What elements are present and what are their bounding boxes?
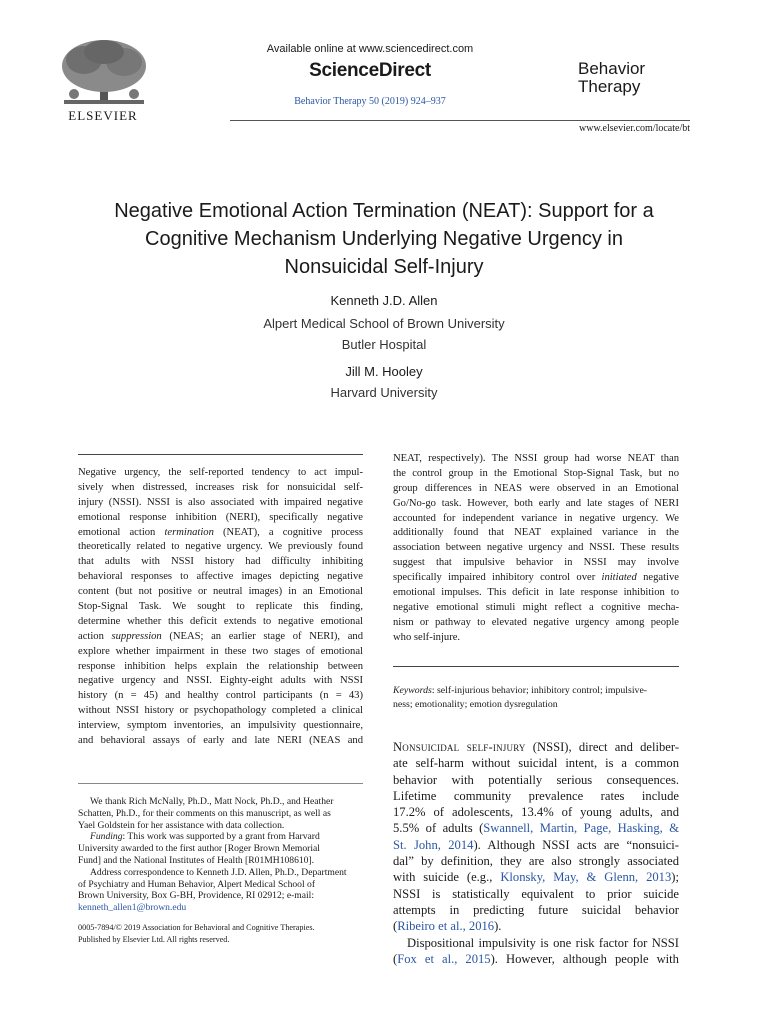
journal-cover-title — [578, 60, 688, 96]
citation-link[interactable]: Swannell, Martin, Page, Hasking, & — [483, 821, 679, 836]
body-line — [393, 869, 679, 885]
title-line-1: Negative Emotional Action Termination (NEAT): Support for a — [114, 200, 654, 222]
author-name: Kenneth J.D. Allen — [330, 293, 438, 308]
citation-link[interactable]: St. John, 2014 — [393, 837, 474, 852]
copyright-line: Published by Elsevier Ltd. All rights reserved. — [78, 934, 230, 944]
abstract-bottom-rule — [393, 666, 679, 667]
abstract-line: determine whether this deficit extends to negative emotional — [78, 615, 363, 627]
abstract-line: that adults with NSSI history had difficulty inhibiting — [78, 556, 363, 568]
body-text: ( — [393, 951, 398, 966]
copyright-line: 0005-7894/© 2019 Association for Behavioral and Cognitive Therapies. — [78, 923, 315, 932]
author-email-link[interactable]: kenneth_allen1@brown.edu — [78, 902, 187, 914]
keywords — [393, 684, 679, 712]
abstract-line: who self-injure. — [393, 631, 461, 643]
footnote-line: Fund] and the National Institutes of Health [R01MH108610]. — [78, 854, 315, 866]
body-line — [393, 820, 679, 836]
author-name: Jill M. Hooley — [345, 364, 423, 379]
body-line: NSSI is statistically equivalent to prior suicide — [393, 886, 679, 901]
author-affiliation: Alpert Medical School of Brown University — [263, 316, 505, 331]
footnote-line: Yael Goldstein for her assistance with data collection. — [78, 819, 285, 831]
footnote-line: of Psychiatry and Human Behavior, Alpert Medical School of — [78, 878, 316, 890]
body-line: attempts in predicting future suicidal behavior — [393, 902, 679, 917]
abstract-line: and behavioral assays of early and late NERI (NEAS and — [78, 735, 363, 747]
keywords-line-1: : self-injurious behavior; inhibitory control; impulsive- — [431, 685, 648, 696]
body-line — [393, 739, 679, 755]
abstract-top-rule — [78, 454, 363, 455]
footnote-rule — [78, 783, 363, 784]
introduction-text — [393, 739, 679, 967]
keywords-line-2: ness; emotionality; emotion dysregulation — [393, 699, 558, 710]
abstract-line: Stop-Signal Task. We sought to replicate this finding, — [78, 601, 363, 613]
abstract-line: Go/No-go task. However, both early and late stages of NERI — [393, 497, 679, 509]
abstract-line: emotional action termination (NEAT), a cognitive process — [78, 526, 363, 538]
abstract-line: injury (NSSI). NSSI is also associated with impaired negative — [78, 496, 363, 508]
citation-link[interactable]: Klonsky, May, & Glenn, 2013 — [500, 870, 672, 885]
body-text: ). However, although people with — [490, 951, 679, 966]
header-divider — [230, 120, 690, 121]
footnote-line: Schatten, Ph.D., for their comments on this manuscript, as well as — [78, 807, 331, 819]
body-text: ). — [494, 919, 502, 934]
citation-link[interactable]: Fox et al., 2015 — [397, 951, 491, 966]
body-line: dal” by definition, they are also strongly associated — [393, 854, 679, 869]
footnote-line: Address correspondence to Kenneth J.D. Allen, Ph.D., Department — [90, 866, 347, 878]
journal-title-line2: Therapy — [578, 77, 641, 96]
sciencedirect-wordmark: ScienceDirect — [309, 60, 431, 81]
abstract-line: specifically impaired inhibitory control over initiated negative — [393, 572, 679, 584]
title-line-2: Cognitive Mechanism Underlying Negative Urgency in — [145, 228, 623, 250]
citation-link[interactable]: Ribeiro et al., 2016 — [397, 919, 495, 934]
body-text: ). Although NSSI acts are “nonsuici- — [473, 837, 679, 852]
abstract-line: interview, symptom inventories, an impulsivity questionnaire, — [78, 720, 363, 732]
footnote-line: University awarded to the first author [Roger Brown Memorial — [78, 843, 320, 855]
abstract-line: sively when distressed, increases risk for nonsuicidal self- — [78, 481, 363, 493]
body-text: (NSSI), direct and deliber- — [525, 740, 680, 754]
body-text: ( — [393, 919, 398, 934]
author-affiliation: Butler Hospital — [341, 337, 427, 352]
body-text: ); — [671, 870, 679, 885]
footnote-line: Brown University, Box G-BH, Providence, RI 02912; e-mail: — [78, 890, 314, 902]
abstract-line: suggest that impulsive behavior in NSSI may involve — [393, 557, 679, 569]
article-title — [60, 197, 708, 281]
abstract-line: response inhibition helps explain the relationship between — [78, 660, 363, 672]
abstract-line: theoretically related to negative urgency. We previously found — [78, 541, 363, 553]
author-affiliation: Harvard University — [330, 385, 438, 400]
body-text: with suicide (e.g., — [393, 870, 501, 885]
journal-title-line1: Behavior — [578, 59, 646, 78]
footnote-line: We thank Rich McNally, Ph.D., Matt Nock, Ph.D., and Heather — [90, 796, 334, 807]
journal-url[interactable]: www.elsevier.com/locate/bt — [579, 123, 690, 134]
abstract-line: negative urgency and NSSI. Eighty-eight adults with NSSI — [78, 675, 363, 687]
abstract-line: explore whether impairment in these two stages of emotional — [78, 645, 363, 657]
abstract-line: action suppression (NEAS; an earlier stage of NERI), and — [78, 630, 363, 642]
keywords-label: Keywords — [393, 685, 432, 696]
footnote-line: Funding: This work was supported by a grant from Harvard — [90, 831, 320, 843]
body-line: ate self-harm without suicidal intent, is a common — [393, 756, 679, 771]
body-line: Lifetime community prevalence rates include — [393, 788, 679, 803]
body-line: 17.2% of adolescents, 13.4% of young adults, and — [393, 805, 679, 820]
abstract-line: history (n = 45) and healthy control participants (n = 43) — [78, 690, 363, 702]
abstract-line: without NSSI history or psychopathology completed a clinical — [78, 705, 363, 717]
body-line — [393, 918, 679, 934]
body-text: 5.5% of adults ( — [393, 821, 484, 836]
publisher-name: ELSEVIER — [68, 108, 138, 123]
acknowledgement-footnote — [78, 796, 368, 914]
title-line-3: Nonsuicidal Self-Injury — [284, 256, 484, 278]
body-line: Dispositional impulsivity is one risk factor for NSSI — [407, 935, 679, 950]
abstract-line: additionally found that NEAT explained variance in the — [393, 527, 679, 539]
abstract-line: content (but not positive or neutral images) in an Emotional — [78, 586, 363, 598]
abstract-right-column — [393, 452, 679, 646]
abstract-line: group differences in NEAS were observed in an Emotional — [393, 482, 679, 494]
body-line — [393, 951, 679, 967]
available-online-text: Available online at www.sciencedirect.com — [266, 43, 474, 55]
abstract-line: emotional impulses. This deficit in late response inhibition to — [393, 587, 679, 599]
journal-citation[interactable]: Behavior Therapy 50 (2019) 924–937 — [294, 96, 446, 107]
body-line — [393, 837, 679, 853]
abstract-line: emotional response inhibition (NERI), specifically negative — [78, 511, 363, 523]
body-line: behavior with potentially serious consequences. — [393, 772, 679, 787]
abstract-line: negative emotional stimuli might reflect a cognitive mecha- — [393, 601, 679, 613]
smallcaps-lead: Nonsuicidal self-injury — [393, 740, 526, 754]
abstract-line: the control group in the Emotional Stop-Signal Task, but no — [393, 467, 679, 479]
abstract-line: Negative urgency, the self-reported tendency to act impul- — [78, 467, 363, 478]
abstract-line: NEAT, respectively). The NSSI group had worse NEAT than — [393, 453, 679, 464]
copyright-notice — [78, 922, 368, 945]
abstract-line: association between negative urgency and NSSI. These results — [393, 542, 679, 554]
abstract-line: accounted for independent variance in negative urgency. We — [393, 512, 679, 524]
abstract-line: behavioral responses to affective images depicting negative — [78, 571, 363, 583]
abstract-left-column — [78, 466, 363, 749]
abstract-line: nism or pathway to elevated negative urgency among people — [393, 616, 679, 628]
